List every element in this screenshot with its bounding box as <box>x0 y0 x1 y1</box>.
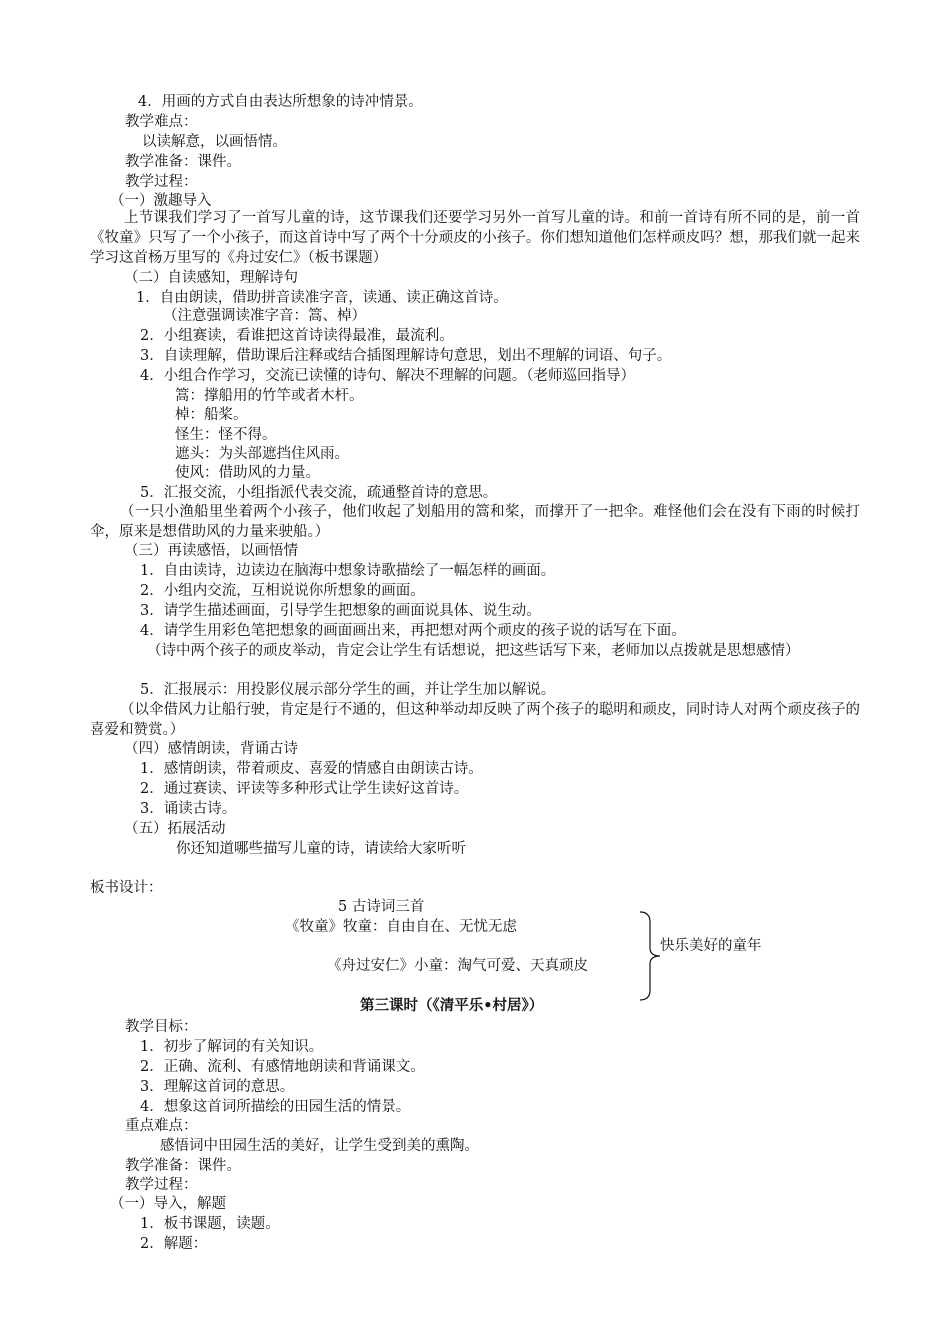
board-line-1: 《牧童》牧童：自由自在、无忧无虑 <box>285 919 517 935</box>
section2-note-1: （注意强调读准字音：篙、棹） <box>163 308 366 324</box>
section3-item-1: 1．自由读诗，边读边在脑海中想象诗歌描绘了一幅怎样的画面。 <box>140 563 556 579</box>
section2-item-2: 2．小组赛读，看谁把这首诗读得最准，最流利。 <box>140 328 454 344</box>
section3-note-4: （诗中两个孩子的顽皮举动，肯定会让学生有话想说，把这些话写下来，老师加以点拨就是思想感情） <box>147 643 800 659</box>
board-title: 5 古诗词三首 <box>338 899 425 915</box>
section2-item-4: 4．小组合作学习，交流已读懂的诗句、解决不理解的问题。（老师巡回指导） <box>140 368 635 384</box>
section5-text: 你还知道哪些描写儿童的诗，请读给大家听听 <box>176 841 466 857</box>
section3-summary: （以伞借风力让船行驶，肯定是行不通的，但这种举动却反映了两个孩子的聪明和顽皮，同时诗人对两个顽皮孩子的喜爱和赞赏。） <box>90 702 860 738</box>
lesson3-step-1: 1．板书课题，读题。 <box>140 1216 280 1232</box>
section2-item-5: 5．汇报交流，小组指派代表交流，疏通整首诗的意思。 <box>140 485 498 501</box>
section4-heading: （四）感情朗读，背诵古诗 <box>124 741 298 757</box>
prep-text: 教学准备：课件。 <box>125 154 241 170</box>
section2-item-1: 1．自由朗读，借助拼音读准字音，读通、读正确这首诗。 <box>136 290 508 306</box>
lesson3-key-text: 感悟词中田园生活的美好，让学生受到美的熏陶。 <box>160 1138 479 1154</box>
section3-item-4: 4．请学生用彩色笔把想象的画面画出来，再把想对两个顽皮的孩子说的话写在下面。 <box>140 623 686 639</box>
board-line-2: 《舟过安仁》小童：淘气可爱、天真顽皮 <box>327 958 588 974</box>
lesson3-key-label: 重点难点： <box>125 1118 198 1134</box>
section3-item-2: 2．小组内交流，互相说说你所想象的画面。 <box>140 583 425 599</box>
lesson3-goal: 4．想象这首词所描绘的田园生活的情景。 <box>140 1099 411 1115</box>
difficulty-label: 教学难点： <box>125 114 198 130</box>
board-summary: 快乐美好的童年 <box>660 938 762 954</box>
lesson3-goal-label: 教学目标： <box>125 1019 198 1035</box>
lesson3-goal: 1．初步了解词的有关知识。 <box>140 1039 324 1055</box>
right-brace-icon <box>638 910 664 1002</box>
lesson3-step-2: 2．解题： <box>140 1236 208 1252</box>
lesson3-title: 第三课时（《清平乐•村居》） <box>360 997 544 1014</box>
gloss-line: 篙：撑船用的竹竿或者木杆。 <box>175 388 364 404</box>
lesson3-process-label: 教学过程： <box>125 1177 198 1193</box>
section5-heading: （五）拓展活动 <box>124 821 226 837</box>
section2-item-3: 3．自读理解，借助课后注释或结合插图理解诗句意思，划出不理解的词语、句子。 <box>140 348 672 364</box>
section4-item-2: 2．通过赛读、评读等多种形式让学生读好这首诗。 <box>140 781 469 797</box>
section4-item-1: 1．感情朗读，带着顽皮、喜爱的情感自由朗读古诗。 <box>140 761 483 777</box>
process-label: 教学过程： <box>125 174 198 190</box>
gloss-line: 遮头：为头部遮挡住风雨。 <box>175 446 349 462</box>
section3-heading: （三）再读感悟，以画悟情 <box>124 543 298 559</box>
lesson3-step-heading: （一）导入，解题 <box>110 1196 226 1212</box>
lesson3-prep: 教学准备：课件。 <box>125 1158 241 1174</box>
difficulty-text: 以读解意，以画悟情。 <box>142 134 287 150</box>
section2-summary: （一只小渔船里坐着两个小孩子，他们收起了划船用的篙和桨，而撑开了一把伞。难怪他们会在没有下雨的时候打伞，原来是想借助风的力量来驶船。） <box>90 504 860 540</box>
section1-heading: （一）激趣导入 <box>110 193 212 209</box>
section3-item-3: 3．请学生描述画面，引导学生把想象的画面说具体、说生动。 <box>140 603 541 619</box>
gloss-line: 怪生：怪不得。 <box>175 427 277 443</box>
section2-heading: （二）自读感知，理解诗句 <box>124 270 298 286</box>
board-label: 板书设计： <box>90 880 163 896</box>
lesson3-goal: 2．正确、流利、有感情地朗读和背诵课文。 <box>140 1059 425 1075</box>
lesson3-goal: 3．理解这首词的意思。 <box>140 1079 295 1095</box>
gloss-line: 棹：船桨。 <box>175 407 248 423</box>
section4-item-3: 3．诵读古诗。 <box>140 801 237 817</box>
section1-paragraph: 上节课我们学习了一首写儿童的诗，这节课我们还要学习另外一首写儿童的诗。和前一首诗有所不同的是，前一首《牧童》只写了一个小孩子，而这首诗中写了两个十分顽皮的小孩子。你们想知道他们怎样顽皮吗？想，那我们就一起来学习这首杨万里写的《舟过安仁》（板书课题） <box>90 210 860 266</box>
gloss-line: 使风：借助风的力量。 <box>175 465 320 481</box>
section3-item-5: 5．汇报展示：用投影仪展示部分学生的画，并让学生加以解说。 <box>140 682 556 698</box>
goal-item-4: 4．用画的方式自由表达所想象的诗冲情景。 <box>138 94 423 110</box>
